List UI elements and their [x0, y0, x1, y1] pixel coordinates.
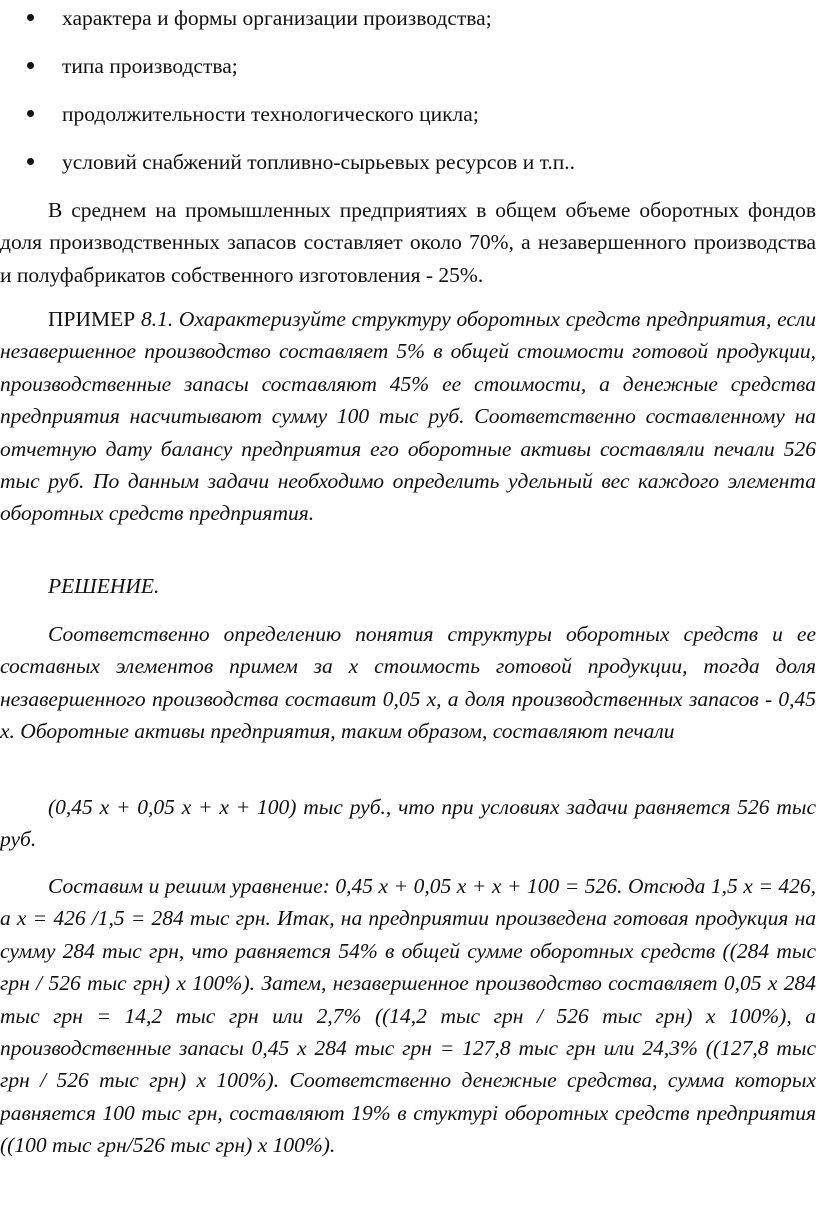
solution-heading: РЕШЕНИЕ.: [48, 574, 160, 598]
list-item-text: характера и формы организации производства;: [62, 6, 492, 30]
paragraph-average-stock-share: В среднем на промышленных предприятиях в общем объеме оборотных фондов доля производственных запасов составляет около 70%, а незавершенного производства и полуфабрикатов собственного изготовления - 25%.: [0, 198, 816, 287]
bullet-icon: [27, 62, 34, 69]
example-label: ПРИМЕР: [48, 307, 136, 331]
example-text: 8.1. Охарактеризуйте структуру оборотных средств предприятия, если незавершенное производство составляет 5% в общей стоимости готовой продукции, производственные запасы составляют 45% ее стоимости, а денежные средства предприятия насчитывают сумму 100 тыс руб. Соответственно составленному на отчетную дату балансу предприятия его оборотные активы составляли печали 526 тыс руб. По данным задачи необходимо определить удельный вес каждого элемента оборотных средств предприятия.: [0, 307, 816, 526]
bullet-icon: [27, 158, 34, 165]
list-item-text: продолжительности технологического цикла;: [62, 102, 479, 126]
bullet-icon: [27, 110, 34, 117]
bullet-icon: [27, 14, 34, 21]
solution-paragraph-1: Соответственно определению понятия структуры оборотных средств и ее составных элементов примем за х стоимость готовой продукции, тогда доля незавершенного производства составит 0,05 х, а доля производственных запасов - 0,45 х. Оборотные активы предприятия, таким образом, составляют печали: [0, 622, 816, 744]
solution-paragraph-3: Составим и решим уравнение: 0,45 х + 0,05 х + х + 100 = 526. Отсюда 1,5 х = 426, а х = 426 /1,5 = 284 тыс грн. Итак, на предприятии произведена готовая продукция на сумму 284 тыс грн, что равняется 54% в общей сумме оборотных средств ((284 тыс грн / 526 тыс грн) х 100%). Затем, незавершенное производство составляет 0,05 х 284 тыс грн = 14,2 тыс грн или 2,7% ((14,2 тыс грн / 526 тыс грн) х 100%), а производственные запасы 0,45 х 284 тыс грн = 127,8 тыс грн или 24,3% ((127,8 тыс грн / 526 тыс грн) х 100%). Соответственно денежные средства, сумма которых равняется 100 тыс грн, составляют 19% в стуктурі оборотных средств предприятия ((100 тыс грн/526 тыс грн) х 100%).: [0, 874, 816, 1158]
solution-paragraph-2: (0,45 х + 0,05 х + х + 100) тыс руб., что при условиях задачи равняется 526 тыс руб.: [0, 795, 816, 852]
example-problem: [0, 303, 816, 530]
list-item-text: типа производства;: [62, 54, 238, 78]
list-item-text: условий снабжений топливно-сырьевых ресурсов и т.п..: [62, 150, 575, 174]
